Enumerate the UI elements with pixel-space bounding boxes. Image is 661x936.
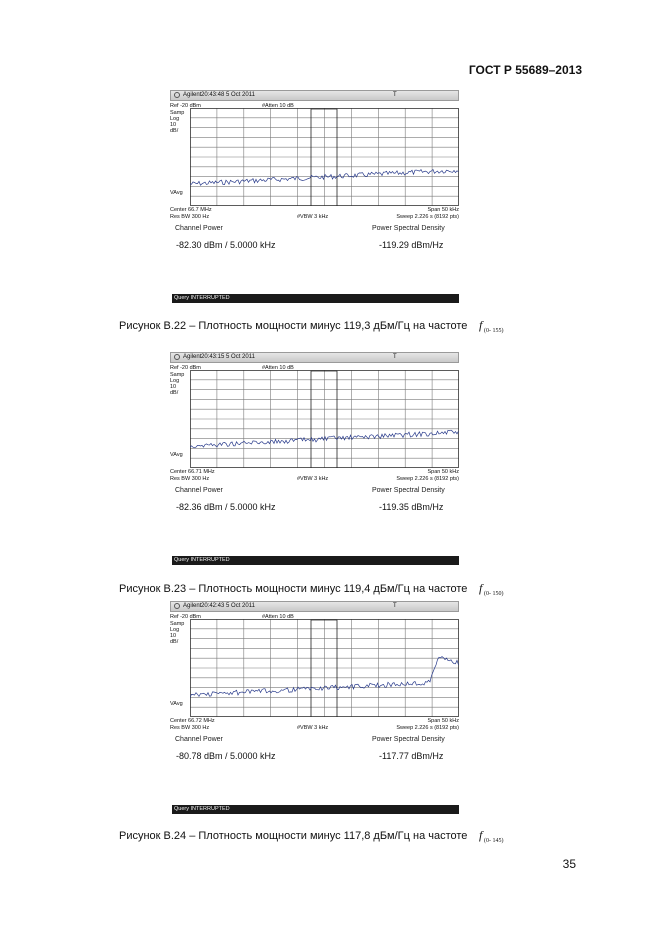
channel-power-value: -82.30 dBm / 5.0000 kHz: [176, 240, 276, 250]
frequency-subscript: (0- 145): [484, 838, 504, 844]
timestamp: 20:43:15 5 Oct 2011: [201, 354, 255, 360]
analyzer-titlebar: [170, 90, 459, 101]
psd-label: Power Spectral Density: [372, 736, 445, 743]
unit-label: dB/: [170, 639, 179, 645]
timestamp: 20:43:48 5 Oct 2011: [201, 92, 255, 98]
unit-label: dB/: [170, 390, 179, 396]
status-bar: Query INTERRUPTED: [172, 556, 459, 565]
marker-label: T: [393, 354, 397, 360]
scale-label: 10: [170, 633, 177, 639]
resolution-bandwidth: Res BW 300 Hz: [170, 476, 210, 482]
samp-label: Samp: [170, 621, 185, 627]
center-frequency: Center 66.72 MHz: [170, 718, 215, 724]
channel-power-value: -80.78 dBm / 5.0000 kHz: [176, 751, 276, 761]
channel-power-label: Channel Power: [175, 736, 223, 743]
sweep-time: Sweep 2.226 s (8192 pts): [396, 725, 459, 731]
unit-label: dB/: [170, 128, 179, 134]
analyzer-titlebar: [170, 601, 459, 612]
brand-label: Agilent: [183, 92, 202, 98]
scale-label: 10: [170, 384, 177, 390]
frequency-symbol: f: [479, 581, 483, 595]
frequency-subscript: (0- 150): [484, 591, 504, 597]
spectrum-plot: [190, 370, 459, 468]
vavg-label: VAvg: [170, 452, 183, 458]
figure-caption-b23: [119, 583, 467, 595]
psd-value: -117.77 dBm/Hz: [379, 751, 444, 761]
standard-header: ГОСТ Р 55689–2013: [468, 63, 582, 77]
analyzer-screen-b22: [170, 90, 459, 305]
brand-label: Agilent: [183, 354, 202, 360]
spectrum-graticule: [190, 108, 459, 206]
log-label: Log: [170, 116, 180, 122]
center-frequency: Center 66.71 MHz: [170, 469, 215, 475]
timestamp: 20:42:43 5 Oct 2011: [201, 603, 255, 609]
psd-label: Power Spectral Density: [372, 225, 445, 232]
channel-power-value: -82.36 dBm / 5.0000 kHz: [176, 502, 276, 512]
status-bar: Query INTERRUPTED: [172, 805, 459, 814]
video-bandwidth: #VBW 3 kHz: [297, 725, 329, 731]
marker-label: T: [393, 92, 397, 98]
video-bandwidth: #VBW 3 kHz: [297, 214, 329, 220]
vavg-label: VAvg: [170, 701, 183, 707]
ref-level: Ref -20 dBm: [170, 614, 201, 620]
page-number: 35: [562, 857, 576, 871]
spectrum-graticule: [190, 370, 459, 468]
video-bandwidth: #VBW 3 kHz: [297, 476, 329, 482]
caption-text: Рисунок В.24 – Плотность мощности минус 117,8 дБм/Гц на частоте: [119, 830, 468, 842]
sweep-time: Sweep 2.226 s (8192 pts): [396, 214, 459, 220]
samp-label: Samp: [170, 372, 185, 378]
span: Span 50 kHz: [427, 469, 459, 475]
log-label: Log: [170, 378, 180, 384]
span: Span 50 kHz: [427, 207, 459, 213]
figure-caption-b24: [119, 830, 467, 842]
attenuation: #Atten 10 dB: [262, 614, 294, 620]
analyzer-titlebar: [170, 352, 459, 363]
resolution-bandwidth: Res BW 300 Hz: [170, 214, 210, 220]
scale-label: 10: [170, 122, 177, 128]
agilent-logo-icon: [174, 603, 180, 609]
status-bar: Query INTERRUPTED: [172, 294, 459, 303]
figure-caption-b22: [119, 320, 467, 332]
attenuation: #Atten 10 dB: [262, 365, 294, 371]
frequency-symbol: f: [479, 828, 483, 842]
spectrum-plot: [190, 619, 459, 717]
ref-level: Ref -20 dBm: [170, 365, 201, 371]
ref-level: Ref -20 dBm: [170, 103, 201, 109]
caption-text: Рисунок В.23 – Плотность мощности минус 119,4 дБм/Гц на частоте: [119, 583, 468, 595]
resolution-bandwidth: Res BW 300 Hz: [170, 725, 210, 731]
channel-power-label: Channel Power: [175, 225, 223, 232]
vavg-label: VAvg: [170, 190, 183, 196]
attenuation: #Atten 10 dB: [262, 103, 294, 109]
samp-label: Samp: [170, 110, 185, 116]
center-frequency: Center 66.7 MHz: [170, 207, 212, 213]
frequency-subscript: (0- 155): [484, 328, 504, 334]
analyzer-screen-b23: [170, 352, 459, 567]
sweep-time: Sweep 2.226 s (8192 pts): [396, 476, 459, 482]
psd-value: -119.35 dBm/Hz: [379, 502, 444, 512]
channel-power-label: Channel Power: [175, 487, 223, 494]
marker-label: T: [393, 603, 397, 609]
psd-label: Power Spectral Density: [372, 487, 445, 494]
caption-text: Рисунок В.22 – Плотность мощности минус 119,3 дБм/Гц на частоте: [119, 320, 468, 332]
spectrum-graticule: [190, 619, 459, 717]
brand-label: Agilent: [183, 603, 202, 609]
psd-value: -119.29 dBm/Hz: [379, 240, 444, 250]
agilent-logo-icon: [174, 354, 180, 360]
agilent-logo-icon: [174, 92, 180, 98]
spectrum-plot: [190, 108, 459, 206]
frequency-symbol: f: [479, 318, 483, 332]
span: Span 50 kHz: [427, 718, 459, 724]
log-label: Log: [170, 627, 180, 633]
analyzer-screen-b24: [170, 601, 459, 816]
